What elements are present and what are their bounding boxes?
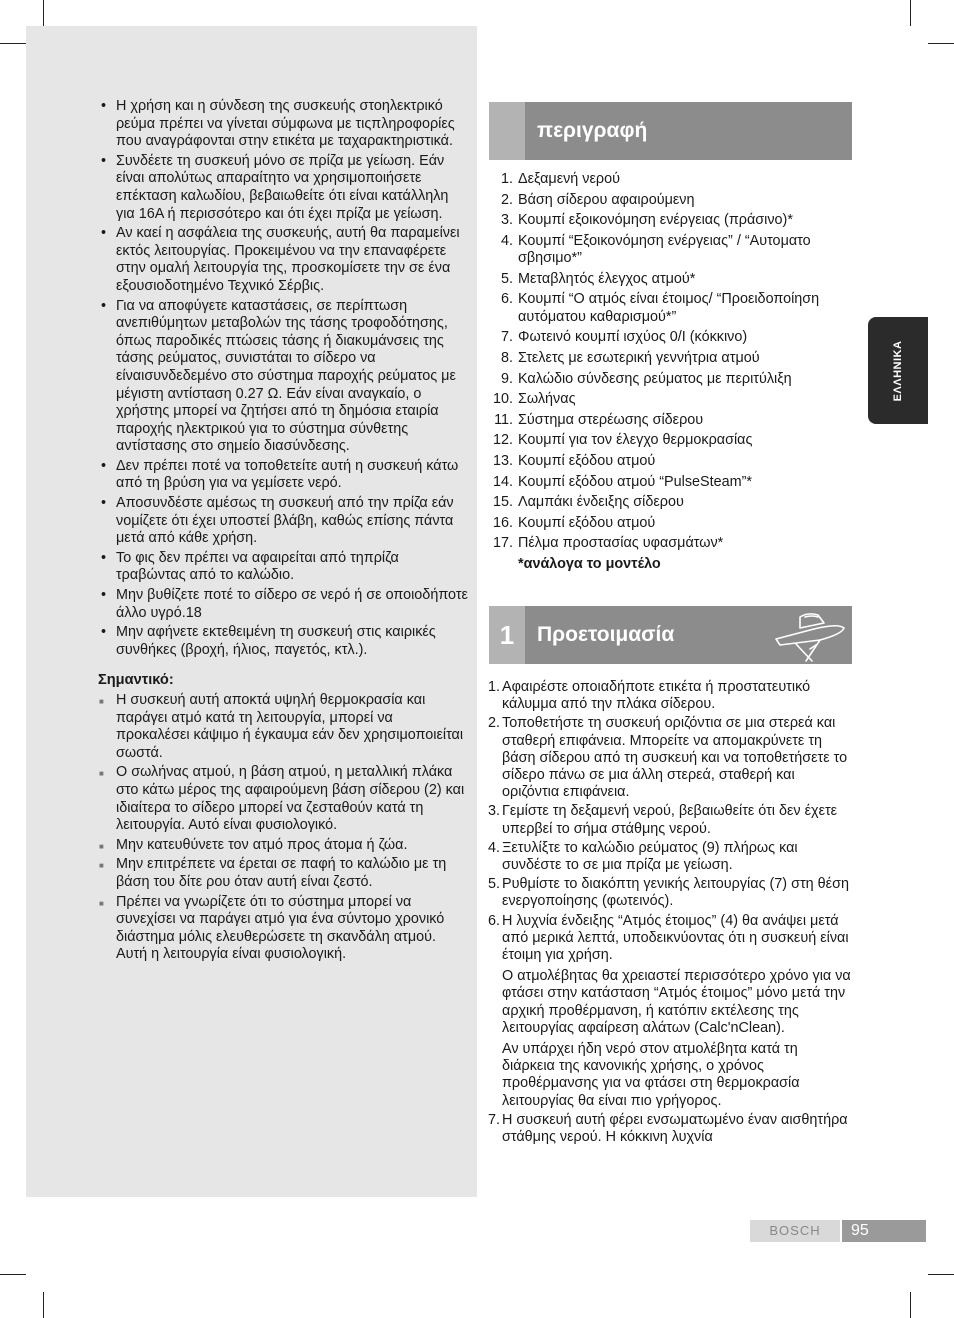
safety-item: • Μην βυθίζετε ποτέ το σίδερο σε νερό ή σε οποιοδήποτε άλλο υγρό.18 — [98, 587, 468, 622]
description-item: 13. Κουμπί εξόδου ατμού — [492, 452, 656, 469]
footer-brand: BOSCH — [750, 1220, 840, 1242]
description-header — [489, 102, 852, 160]
description-item: 5. Μεταβλητός έλεγχος ατμού* — [500, 270, 696, 287]
preparation-header — [489, 606, 852, 664]
important-list — [98, 692, 468, 964]
description-item: 14. Κουμπί εξόδου ατμού “PulseSteam”* — [492, 473, 753, 490]
description-item: 9. Καλώδιο σύνδεσης ρεύματος με περιτύλιξη — [500, 370, 792, 387]
important-heading: Σημαντικό: — [98, 672, 174, 689]
preparation-step: 4. Ξετυλίξτε το καλώδιο ρεύματος (9) πλήρως και συνδέστε το σε μια πρίζα με γείωση. — [488, 839, 798, 874]
section-number: 1 — [499, 620, 515, 650]
important-item: ■ Ο σωλήνας ατμού, η βάση ατμού, η μεταλλική πλάκα στο κάτω μέρος της αφαιρούμενη βάση σίδερου (2) και ιδιαίτερα το σίδερο μπορεί να ζεσταθούν κατά τη λειτουργία. Αυτό είναι φυσιολογικό. — [98, 764, 468, 834]
preparation-paragraph: Αν υπάρχει ήδη νερό στον ατμολέβητα κατά τη διάρκεια της κανονικής χρήσης, ο χρόνος προθέρμανσης για να φτάσει στη θερμοκρασία λειτουργίας θα είναι πιο γρήγορος. — [502, 1041, 800, 1109]
safety-section — [98, 98, 468, 966]
preparation-step: 7. Η συσκευή αυτή φέρει ενσωματωμένο έναν αισθητήρα στάθμης νερού. Η κόκκινη λυχνία — [488, 1111, 848, 1146]
safety-item: • Δεν πρέπει ποτέ να τοποθετείτε αυτή η συσκευή κάτω από τη βρύση για να γεμίσετε νερό. — [98, 458, 468, 493]
description-item: 10. Σωλήνας — [492, 391, 576, 408]
description-item: 3. Κουμπί εξοικονόμηση ενέργειας (πράσινο)* — [500, 212, 793, 229]
preparation-step: 1. Αφαιρέστε οποιαδήποτε ετικέτα ή προστατευτικό κάλυμμα από την πλάκα σίδερου. — [488, 679, 811, 713]
preparation-step: 6. Η λυχνία ένδειξης “Ατμός έτοιμος” (4) θα ανάψει μετά από μερικά λεπτά, υποδεικνύοντας ότι η συσκευή είναι έτοιμη για χρήση. — [488, 912, 849, 964]
important-item: ■ Πρέπει να γνωρίζετε ότι το σύστημα μπορεί να συνεχίσει να παράγει ατμό για ένα σύντομο χρονικό διάστημα μόλις ελευθερώσετε τη σκανδάλη ατμού. Αυτή η λειτουργία είναι φυσιολογική. — [98, 894, 468, 964]
preparation-title: Προετοιμασία — [537, 623, 675, 646]
preparation-step: 3. Γεμίστε τη δεξαμενή νερού, βεβαιωθείτε ότι δεν έχετε υπερβεί το σήμα στάθμης νερού. — [488, 803, 838, 837]
description-item: 4. Κουμπί “Εξοικονόμηση ενέργειας” / “Αυτοματο σβησιμο*” — [500, 232, 811, 267]
description-list — [489, 171, 854, 573]
safety-item: • Η χρήση και η σύνδεση της συσκευής στοηλεκτρικό ρεύμα πρέπει να γίνεται σύμφωνα με τιςπληροφορίες που αναγράφονται στην ετικέτα με ταχαρακτηριστικά. — [98, 98, 468, 151]
description-item: 1. Δεξαμενή νερού — [500, 171, 620, 187]
safety-item: • Αν καεί η ασφάλεια της συσκευής, αυτή θα παραμείνει εκτός λειτουργίας. Προκειμένου να την επαναφέρετε στην ομαλή λειτουργία της, προσκομίσετε την σε ένα εξουσιοδοτημένο Τεχνικό Σέρβις. — [98, 225, 468, 295]
safety-item: • Για να αποφύγετε καταστάσεις, σε περίπτωση ανεπιθύμητων μεταβολών της τάσης τροφοδότησης, όπως παροδικές πτώσεις τάσης ή διακυμάνσεις της τάσης ρεύματος, συνιστάται το σίδερο να είναισυνδεδεμένο στο σύστημα παροχής ρεύματος με μέγιστη αντίσταση 0.27 Ω. Εάν είναι αναγκαίο, ο χρήστης μπορεί να ζητήσει από τη δημόσια εταιρία παροχής ηλεκτρικού για το σύστημα σύνθετης αντίστασης στο σημείο διασύνδεσης. — [98, 298, 468, 456]
description-item: 12. Κουμπί για τον έλεγχο θερμοκρασίας — [492, 432, 753, 449]
description-title: περιγραφή — [537, 119, 648, 142]
preparation-step: 5. Ρυθμίστε το διακόπτη γενικής λειτουργίας (7) στη θέση ενεργοποίησης (φωτεινός). — [488, 876, 849, 910]
description-item: 2. Βάση σίδερου αφαιρούμενη — [500, 191, 695, 208]
safety-item: • Το φις δεν πρέπει να αφαιρείται από τηπρίζα τραβώντας από το καλώδιο. — [98, 550, 468, 585]
description-header-accent — [489, 102, 525, 160]
preparation-step: 2. Τοποθετήστε τη συσκευή οριζόντια σε μια στερεά και σταθερή επιφάνεια. Μπορείτε να απομακρύνετε τη βάση σίδερου από τη συσκευή και να τοποθετήσετε το σίδερο πάνω σε μια άλλη στερεά, σταθερή και οριζόντια επιφάνεια. — [488, 715, 848, 801]
description-item: 17. Πέλμα προστασίας υφασμάτων* — [492, 535, 724, 552]
description-item: 6. Κουμπί “Ο ατμός είναι έτοιμος/ “Προειδοποίηση αυτόματου καθαρισμού*” — [500, 291, 820, 325]
language-tab-label: ΕΛΛΗΝΙΚΑ — [892, 340, 904, 401]
page-number: 95 — [851, 1222, 869, 1239]
ironing-board-icon — [772, 609, 848, 663]
safety-list — [98, 98, 468, 659]
language-tab — [868, 317, 928, 424]
important-item: ■ Μην κατευθύνετε τον ατμό προς άτομα ή ζώα. — [98, 837, 468, 855]
description-item: 7. Φωτεινό κουμπί ισχύος 0/I (κόκκινο) — [500, 329, 748, 346]
description-item: 8. Στελετς με εσωτερική γεννήτρια ατμού — [500, 349, 760, 366]
page-number-box — [842, 1220, 926, 1242]
safety-item: • Μην αφήνετε εκτεθειμένη τη συσκευή στις καιρικές συνθήκες (βροχή, ήλιος, παγετός, κτλ.). — [98, 624, 468, 659]
model-note: *ανάλογα το μοντέλο — [518, 555, 661, 572]
safety-item: • Αποσυνδέστε αμέσως τη συσκευή από την πρίζα εάν νομίζετε ότι έχει υποστεί βλάβη, καθώς επίσης πάντα μετά από κάθε χρήση. — [98, 495, 468, 548]
important-item: ■ Η συσκευή αυτή αποκτά υψηλή θερμοκρασία και παράγει ατμό κατά τη λειτουργία, μπορεί να προκαλέσει κάψιμο ή έγκαυμα εάν δεν χρησιμοποιείται σωστά. — [98, 692, 468, 762]
description-item: 11. Σύστημα στερέωσης σίδερου — [494, 411, 704, 428]
description-item: 16. Κουμπί εξόδου ατμού — [492, 514, 656, 531]
preparation-list — [488, 679, 854, 1148]
important-item: ■ Μην επιτρέπετε να έρεται σε παφή το καλώδιο με τη βάση του δίτε ρου όταν αυτή είναι ζεστό. — [98, 856, 468, 891]
preparation-paragraph: Ο ατμολέβητας θα χρειαστεί περισσότερο χρόνο για να φτάσει στην κατάσταση “Ατμός έτοιμος” μόνο μετά την αρχική προθέρμανση, ή κατόπιν εκτέλεσης της λειτουργίας αφαίρεση αλάτων (Calc'nClean). — [502, 968, 851, 1036]
description-item: 15. Λαμπάκι ένδειξης σίδερου — [492, 494, 684, 511]
safety-item: • Συνδέετε τη συσκευή μόνο σε πρίζα με γείωση. Εάν είναι απολύτως απαραίτητο να χρησιμοποιήσετε επέκταση καλωδίου, βεβαιωθείτε ότι είναι κατάλληλη για 16A ή περισσότερο και ότι έχει πρίζα με γείωση. — [98, 153, 468, 223]
